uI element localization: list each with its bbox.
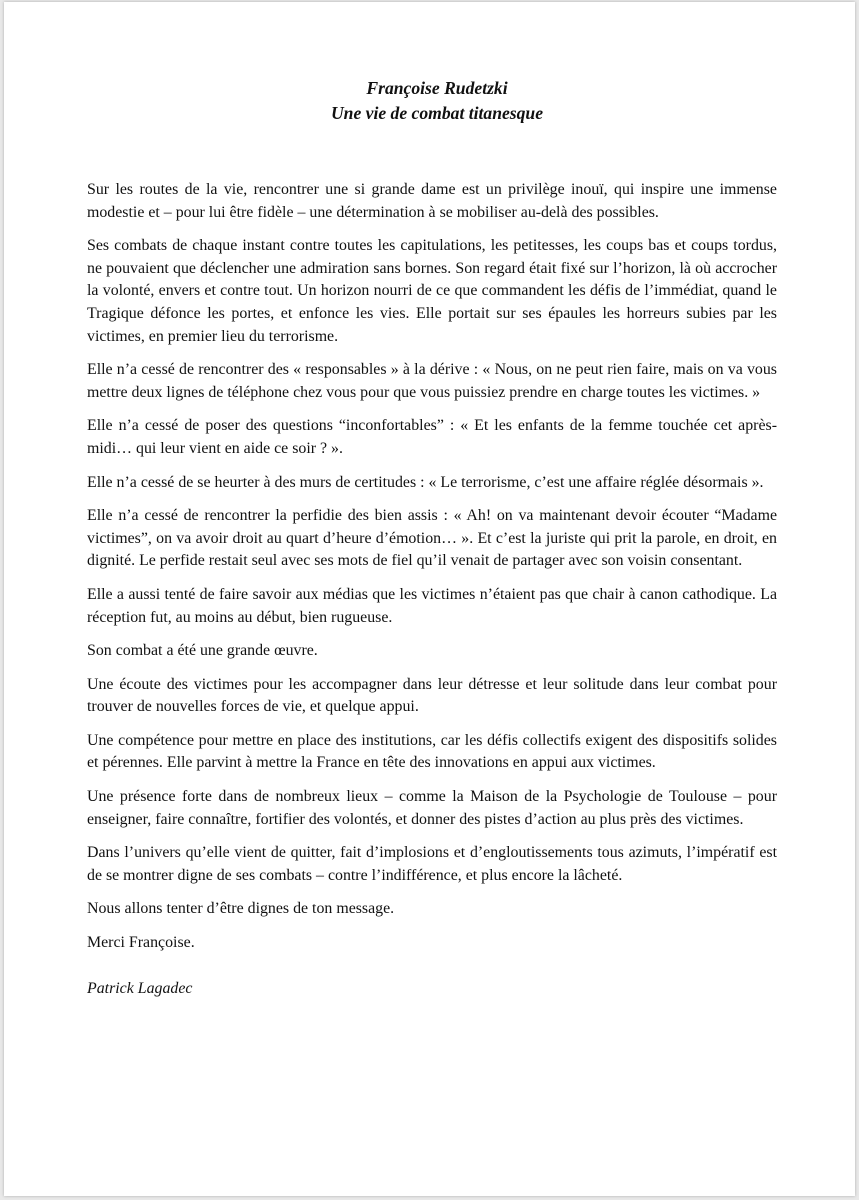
paragraph: Une écoute des victimes pour les accompagner dans leur détresse et leur solitude dans leur combat pour trouver de nouvelles forces de vie, et quelque appui. [87,675,777,716]
paragraph: Ses combats de chaque instant contre toutes les capitulations, les petitesses, les coups bas et coups tordus, ne pouvaient que déclencher une admiration sans bornes. Son regard était fixé sur l’horizon, là où accrocher la volonté, envers et contre tout. Un horizon nourri de ce que commandent les défis de l’immédiat, quand le Tragique défonce les portes, et enfonce les vies. Elle portait sur ses épaules les horreurs subies par les victimes, en premier lieu du terrorisme. [87,237,777,345]
title-line-2: Une vie de combat titanesque [330,103,544,123]
title-line-1: Françoise Rudetzki [366,78,508,98]
paragraph: Son combat a été une grande œuvre. [87,642,318,660]
document-content [87,76,777,1000]
paragraph: Une compétence pour mettre en place des institutions, car les défis collectifs exigent des dispositifs solides et pérennes. Elle parvint à mettre la France en tête des innovations en appui aux victimes. [87,731,777,772]
paragraph: Elle n’a cessé de se heurter à des murs de certitudes : « Le terrorisme, c’est une affaire réglée désormais ». [87,473,764,491]
document-body [87,179,777,955]
paragraph: Nous allons tenter d’être dignes de ton message. [87,900,395,918]
paragraph: Une présence forte dans de nombreux lieux – comme la Maison de la Psychologie de Toulouse – pour enseigner, faire connaître, fortifier des volontés, et donner des pistes d’action au plus près des victimes. [87,788,777,828]
document-page [4,2,855,1196]
paragraph: Elle n’a cessé de rencontrer des « responsables » à la dérive : « Nous, on ne peut rien faire, mais on va vous mettre deux lignes de téléphone chez vous pour que vous puissiez prendre en charge toutes les victimes. » [87,361,777,401]
signature: Patrick Lagadec [87,979,193,997]
paragraph: Merci Françoise. [87,934,195,952]
paragraph: Elle n’a cessé de poser des questions “inconfortables” : « Et les enfants de la femme touchée cet après-midi… qui leur vient en aide ce soir ? ». [87,417,777,457]
paragraph: Sur les routes de la vie, rencontrer une si grande dame est un privilège inouï, qui inspire une immense modestie et – pour lui être fidèle – une détermination à se mobiliser au-delà des possibles. [87,181,777,221]
paragraph: Dans l’univers qu’elle vient de quitter, fait d’implosions et d’engloutissements tous azimuts, l’impératif est de se montrer digne de ses combats – contre l’indifférence, et plus encore la lâcheté. [87,844,777,884]
paragraph: Elle n’a cessé de rencontrer la perfidie des bien assis : « Ah! on va maintenant devoir écouter “Madame victimes”, on va avoir droit au quart d’heure d’émotion… ». Et c’est la juriste qui prit la parole, en droit, en dignité. Le perfide restait seul avec ses mots de fiel qu’il venait de partager avec son voisin consentant. [87,507,777,570]
paragraph: Elle a aussi tenté de faire savoir aux médias que les victimes n’étaient pas que chair à canon cathodique. La réception fut, au moins au début, bien rugueuse. [87,585,777,626]
document-title [87,76,777,126]
